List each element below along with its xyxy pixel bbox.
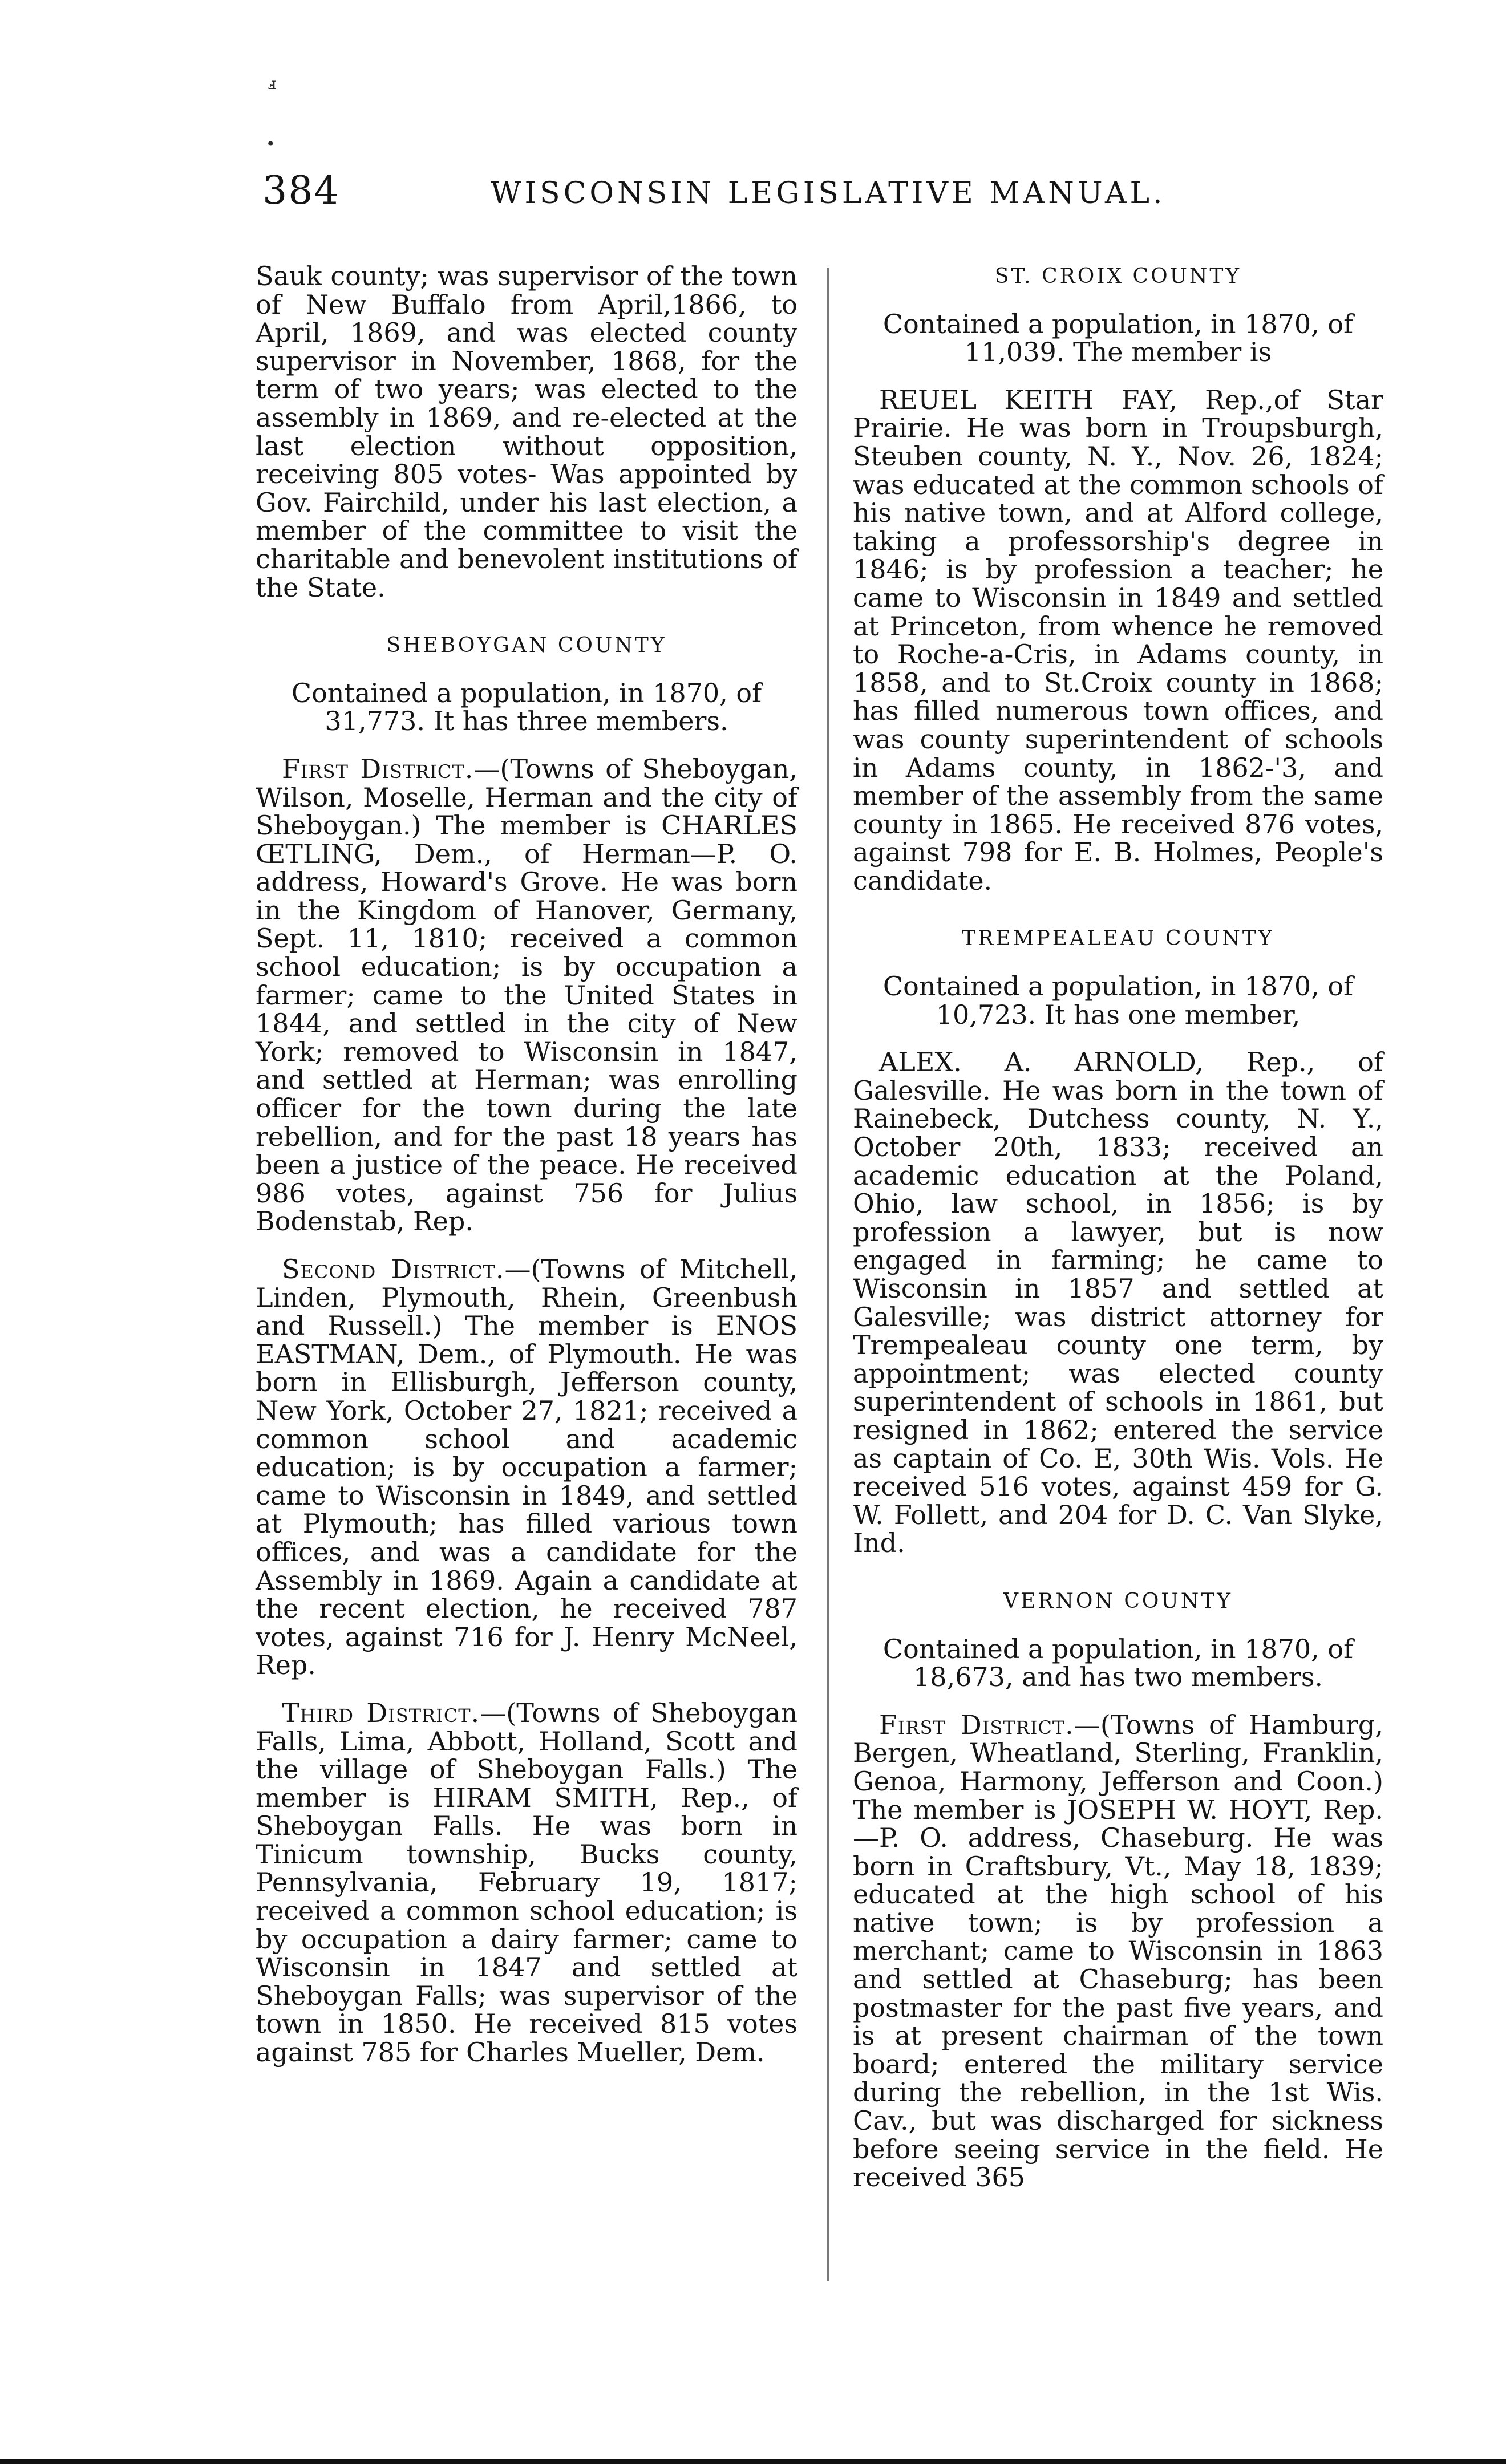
page-number: 384 [262,168,340,213]
scan-edge [0,2459,1506,2464]
district-label: First District. [879,1709,1074,1740]
district-label: Second District. [282,1254,505,1284]
stray-mark: ⅎ [268,74,277,93]
district-paragraph [256,755,797,1236]
left-column [256,262,797,2067]
district-text: —(Towns of Mitchell, Linden, Plymouth, Rhein, Greenbush and Russell.) The member is ENOS EASTMAN, Dem., of Plymouth. He was born in Ellisburgh, Jefferson county, New York, October 27, 1821; received a common school and academic education; is by occupation a farmer; came to Wisconsin in 1849, and settled at Plymouth; has filled various town offices, and was a candidate for the Assembly in 1869. Again a candidate at the recent election, he received 787 votes, against 716 for J. Henry McNeel, Rep. [256,1254,797,1681]
district-label: Third District. [282,1697,480,1728]
county-heading-vernon: VERNON COUNTY [1003,1589,1233,1613]
member-paragraph: REUEL KEITH FAY, Rep.,of Star Prairie. He was born in Troupsburgh, Steuben county, N. Y., Nov. 26, 1824; was educated at the common schools of his native town, and at Alford college, taking a professorship's degree in 1846; is by profession a teacher; he came to Wisconsin in 1849 and settled at Princeton, from whence he removed to Roche-a-Cris, in Adams county, in 1858, and to St.Croix county in 1868; has filled numerous town offices, and was county superintendent of schools in Adams county, in 1862-'3, and member of the assembly from the same county in 1865. He received 876 votes, against 798 for E. B. Holmes, People's candidate. [853,384,1383,896]
right-column [853,262,1383,2192]
district-paragraph [256,1255,797,1680]
district-label: First District. [282,753,474,784]
district-text: —(Towns of Hamburg, Bergen, Wheatland, Sterling, Franklin, Genoa, Harmony, Jefferson and Coon.) The member is JOSEPH W. HOYT, Rep.—P. O. address, Chaseburg. He was born in Craftsbury, Vt., May 18, 1839; educated at the high school of his native town; is by profession a merchant; came to Wisconsin in 1863 and settled at Chaseburg; has been postmaster for the past five years, and is at present chairman of the town board; entered the military service during the rebellion, in the 1st Wis. Cav., but was discharged for sickness before seeing service in the field. He received 365 [853,1709,1383,2193]
district-paragraph [853,1711,1383,2192]
running-title: WISCONSIN LEGISLATIVE MANUAL. [491,176,1166,210]
page-header [262,168,1164,214]
member-paragraph: ALEX. A. ARNOLD, Rep., of Galesville. He was born in the town of Rainebeck, Dutchess county, N. Y., October 20th, 1833; received an academic education at the Poland, Ohio, law school, in 1856; is by profession a lawyer, but is now engaged in farming; he came to Wisconsin in 1857 and settled at Galesville; was district attorney for Trempealeau county one term, by appointment; was elected county superintendent of schools in 1861, but resigned in 1862; entered the service as captain of Co. E, 30th Wis. Vols. He received 516 votes, against 459 for G. W. Follett, and 204 for D. C. Van Slyke, Ind. [853,1047,1383,1559]
district-paragraph [256,1699,797,2067]
district-text: —(Towns of Sheboygan Falls, Lima, Abbott, Holland, Scott and the village of Sheboygan Falls.) The member is HIRAM SMITH, Rep., of Sheboygan Falls. He was born in Tinicum township, Bucks county, Pennsylvania, February 19, 1817; received a common school education; is by occupation a dairy farmer; came to Wisconsin in 1847 and settled at Sheboygan Falls; was supervisor of the town in 1850. He received 815 votes against 785 for Charles Mueller, Dem. [256,1697,797,2068]
population-trempealeau: Contained a population, in 1870, of 10,723. It has one member, [882,971,1354,1030]
county-heading-trempealeau: TREMPEALEAU COUNTY [962,927,1274,951]
population-sheboygan: Contained a population, in 1870, of 31,773. It has three members. [291,677,762,737]
continued-paragraph: Sauk county; was supervisor of the town of New Buffalo from April,1866, to April, 1869, and was elected county supervisor in November, 1868, for the term of two years; was elected to the assembly in 1869, and re-elected at the last election without opposition, receiving 805 votes- Was appointed by Gov. Fairchild, under his last election, a member of the committee to visit the charitable and benevolent institutions of the State. [256,261,797,603]
district-text: —(Towns of Sheboygan, Wilson, Moselle, Herman and the city of Sheboygan.) The member is CHARLES ŒTLING, Dem., of Herman—P. O. address, Howard's Grove. He was born in the Kingdom of Hanover, Germany, Sept. 11, 1810; received a common school education; is by occupation a farmer; came to the United States in 1844, and settled in the city of New York; removed to Wisconsin in 1847, and settled at Herman; was enrolling officer for the town during the late rebellion, and for the past 18 years has been a justice of the peace. He received 986 votes, against 756 for Julius Bodenstab, Rep. [256,753,798,1237]
column-divider [827,268,829,2281]
county-heading-st-croix: ST. CROIX COUNTY [994,265,1242,288]
stray-mark: • [266,135,276,153]
population-st-croix: Contained a population, in 1870, of 11,039. The member is [882,308,1354,368]
county-heading-sheboygan: SHEBOYGAN COUNTY [386,634,667,658]
population-vernon: Contained a population, in 1870, of 18,673, and has two members. [882,1633,1354,1693]
